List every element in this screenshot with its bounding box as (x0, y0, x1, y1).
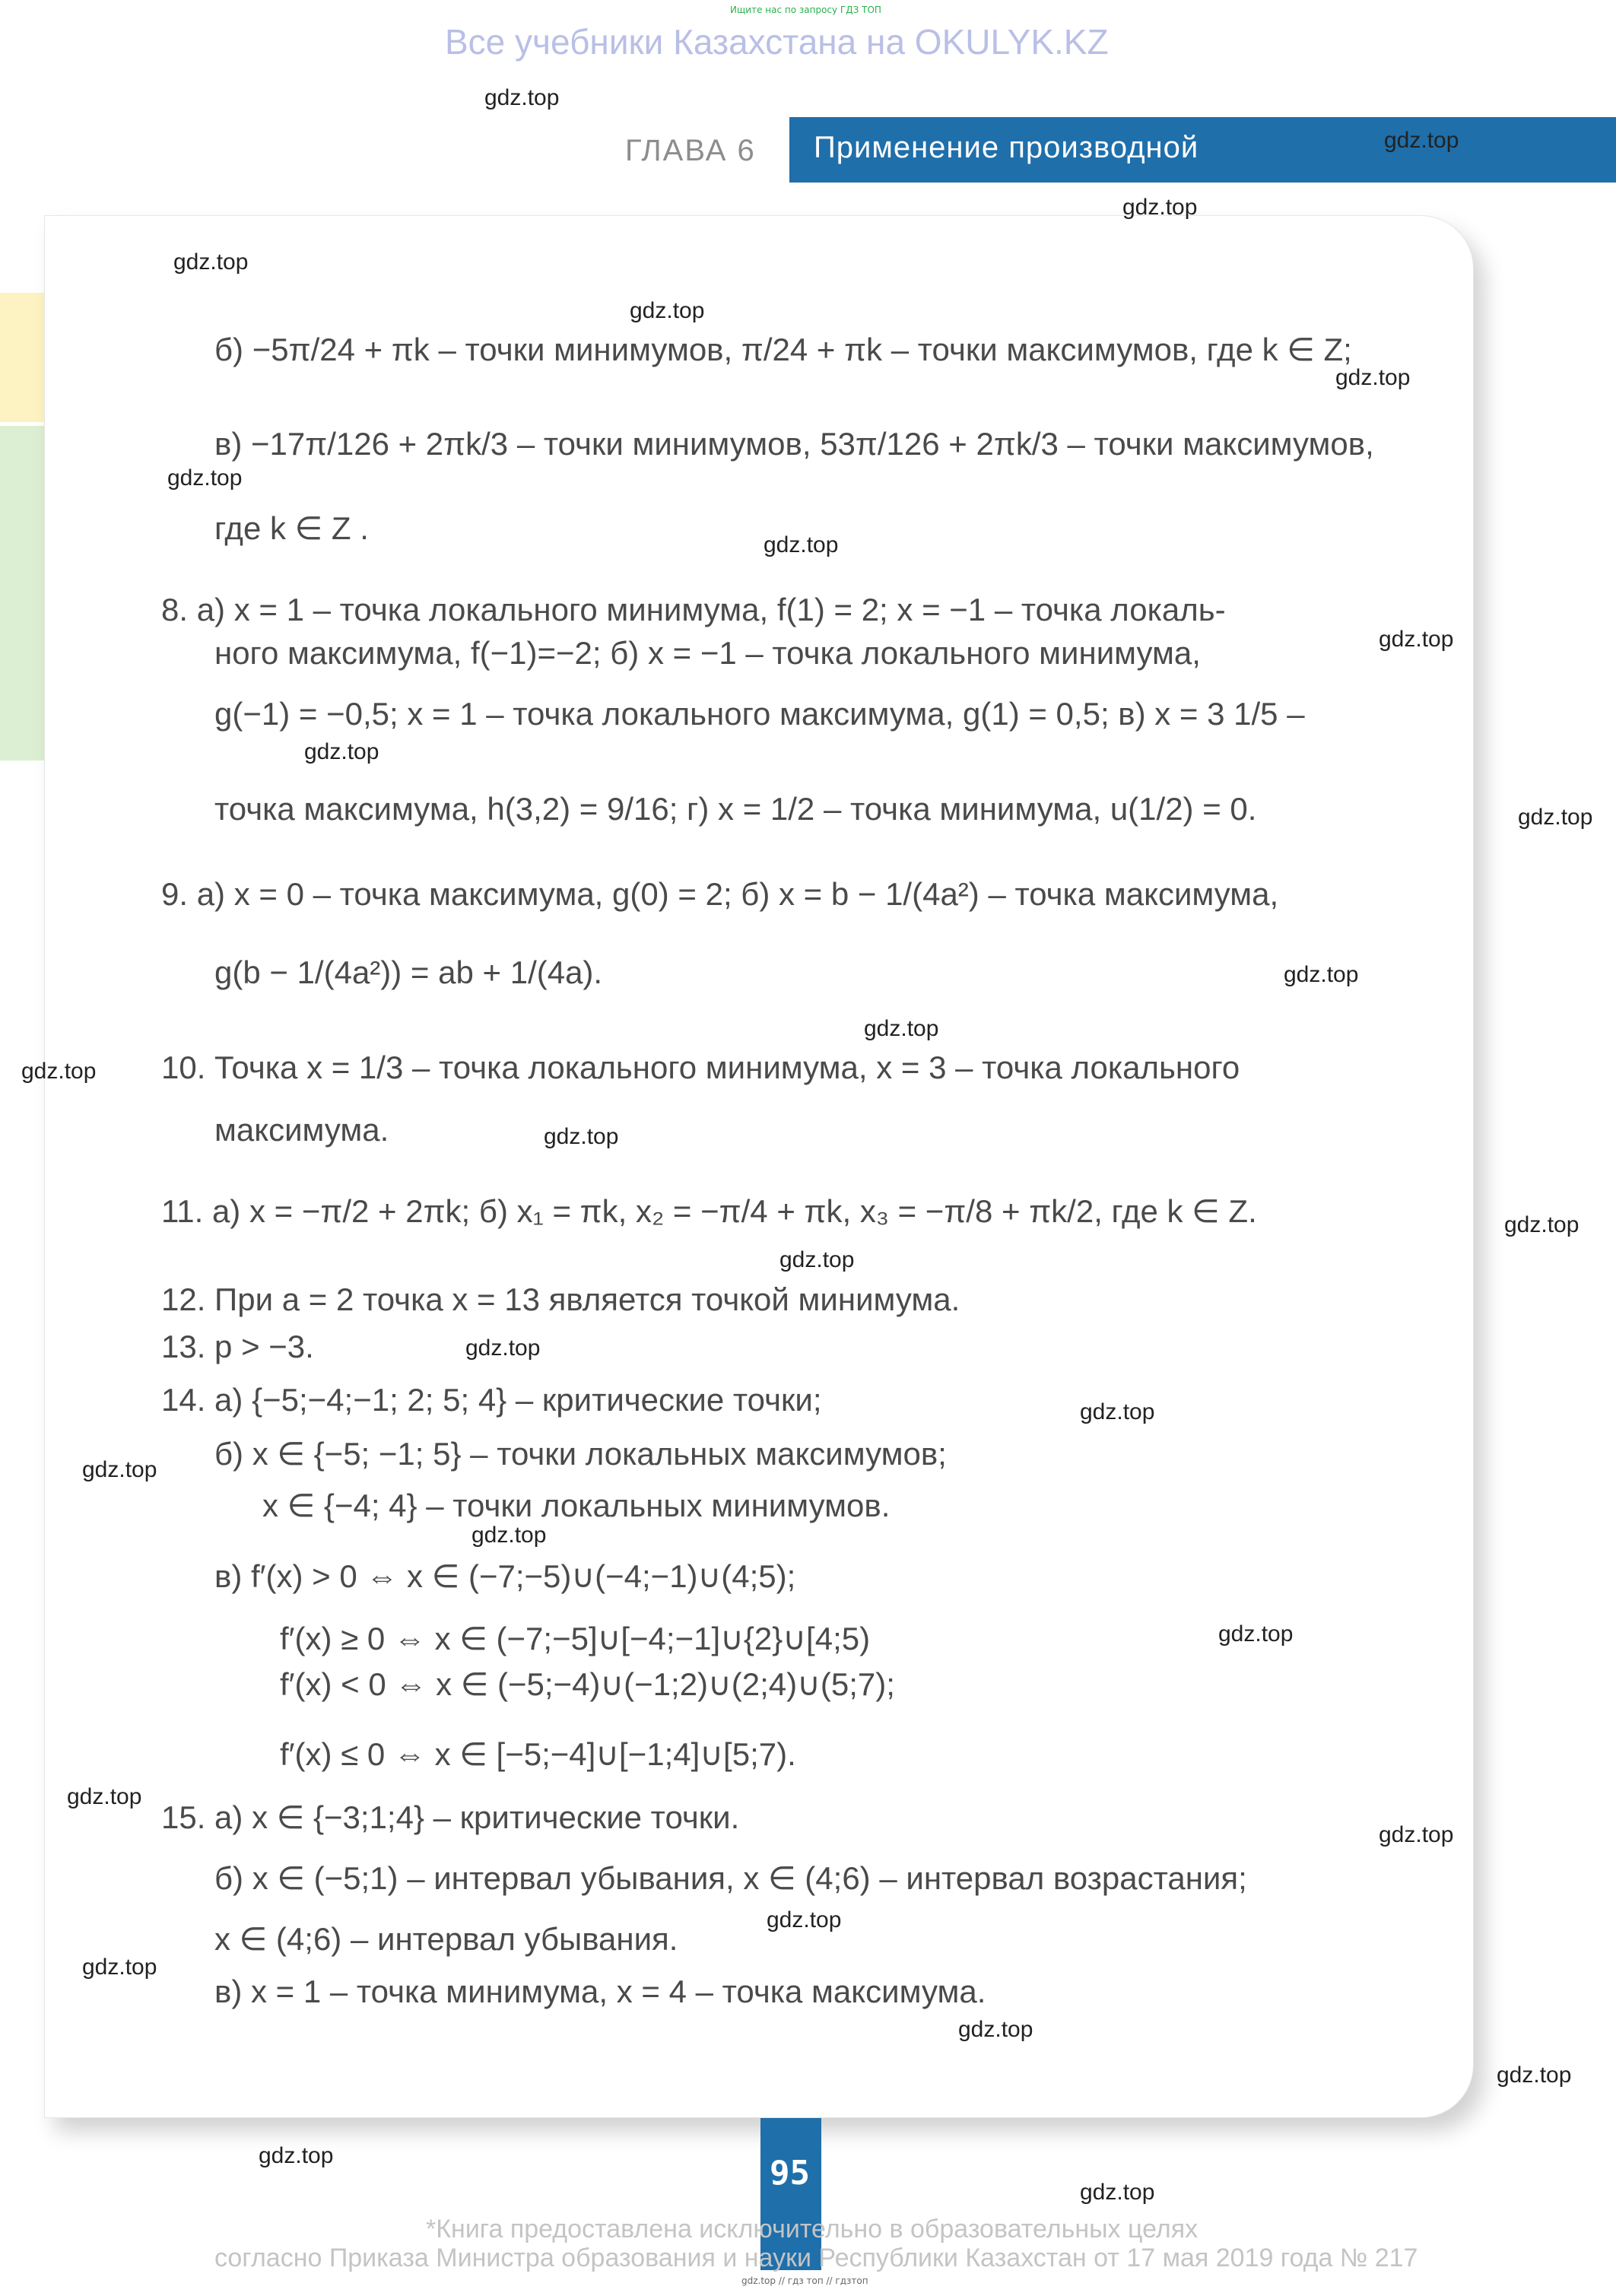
watermark: gdz.top (167, 465, 243, 491)
answer-line: в) −17π/126 + 2πk/3 – точки минимумов, 53π/126 + 2πk/3 – точки максимумов, (214, 426, 1374, 462)
watermark: gdz.top (958, 2017, 1033, 2042)
watermark: gdz.top (82, 1955, 157, 1980)
answer-line: 11. а) x = −π/2 + 2πk; б) x₁ = πk, x₂ = −π/4 + πk, x₃ = −π/8 + πk/2, где k ∈ Z. (161, 1193, 1257, 1229)
chapter-title: Применение производной (814, 131, 1199, 164)
watermark: gdz.top (173, 249, 249, 275)
answer-line: где k ∈ Z . (214, 510, 369, 546)
answer-line: f′(x) < 0 ⇔ x ∈ (−5;−4)∪(−1;2)∪(2;4)∪(5;7); (280, 1666, 895, 1702)
watermark: gdz.top (259, 2143, 334, 2168)
answer-line: точка максимума, h(3,2) = 9/16; г) x = 1/2 – точка минимума, u(1/2) = 0. (214, 791, 1257, 827)
answer-line: 14. а) {−5;−4;−1; 2; 5; 4} – критические точки; (161, 1382, 822, 1418)
watermark: gdz.top (1218, 1621, 1294, 1647)
answer-line: 10. Точка x = 1/3 – точка локального минимума, x = 3 – точка локального (161, 1050, 1240, 1085)
watermark: gdz.top (1497, 2063, 1572, 2088)
site-title: Все учебники Казахстана на OKULYK.KZ (445, 22, 1109, 62)
answer-line: в) f′(x) > 0 ⇔ x ∈ (−7;−5)∪(−4;−1)∪(4;5); (214, 1558, 796, 1594)
watermark: gdz.top (1122, 195, 1198, 220)
watermark: gdz.top (1335, 365, 1411, 390)
watermark: gdz.top (1080, 1399, 1155, 1424)
watermark: gdz.top (864, 1016, 939, 1041)
footer-line-1: *Книга предоставлена исключительно в образовательных целях (426, 2215, 1199, 2244)
answer-line: 8. а) x = 1 – точка локального минимума, f(1) = 2; x = −1 – точка локаль- (161, 592, 1226, 627)
watermark: gdz.top (304, 739, 379, 764)
footer-line-2: согласно Приказа Министра образования и науки Республики Казахстан от 17 мая 2019 года № 217 (214, 2244, 1418, 2272)
watermark: gdz.top (465, 1335, 541, 1361)
watermark: gdz.top (82, 1457, 157, 1482)
watermark: gdz.top (1504, 1212, 1579, 1237)
answer-line: 15. а) x ∈ {−3;1;4} – критические точки. (161, 1799, 740, 1835)
watermark: gdz.top (471, 1523, 547, 1548)
answer-line: x ∈ (4;6) – интервал убывания. (214, 1921, 678, 1957)
side-stripe-yellow (0, 293, 44, 422)
side-stripe-green (0, 426, 44, 761)
answer-line: ного максимума, f(−1)=−2; б) x = −1 – точка локального минимума, (214, 635, 1201, 671)
watermark: gdz.top (1379, 627, 1454, 652)
answer-line: f′(x) ≥ 0 ⇔ x ∈ (−7;−5]∪[−4;−1]∪{2}∪[4;5) (280, 1621, 871, 1656)
answer-line: f′(x) ≤ 0 ⇔ x ∈ [−5;−4]∪[−1;4]∪[5;7). (280, 1736, 796, 1772)
watermark: gdz.top (1379, 1822, 1454, 1847)
bottom-hint: gdz.top // гдз топ // гдзтоп (741, 2275, 868, 2286)
watermark: gdz.top (764, 532, 839, 557)
watermark: gdz.top (544, 1124, 619, 1149)
watermark: gdz.top (21, 1059, 97, 1084)
watermark: gdz.top (484, 85, 560, 110)
answer-line: 9. а) x = 0 – точка максимума, g(0) = 2; б) x = b − 1/(4a²) – точка максимума, (161, 876, 1279, 912)
answer-line: б) x ∈ {−5; −1; 5} – точки локальных максимумов; (214, 1436, 947, 1472)
answer-line: б) −5π/24 + πk – точки минимумов, π/24 + πk – точки максимумов, где k ∈ Z; (214, 332, 1352, 367)
watermark: gdz.top (1384, 128, 1459, 153)
answer-line: g(−1) = −0,5; x = 1 – точка локального максимума, g(1) = 0,5; в) x = 3 1/5 – (214, 696, 1305, 732)
answer-line: x ∈ {−4; 4} – точки локальных минимумов. (262, 1488, 891, 1523)
watermark: gdz.top (630, 298, 705, 323)
chapter-label: ГЛАВА 6 (625, 134, 756, 167)
answer-line: максимума. (214, 1112, 389, 1148)
watermark: gdz.top (767, 1907, 842, 1932)
answer-line: б) x ∈ (−5;1) – интервал убывания, x ∈ (4;6) – интервал возрастания; (214, 1860, 1247, 1896)
watermark: gdz.top (1518, 805, 1593, 830)
search-hint: Ищите нас по запросу ГДЗ ТОП (730, 5, 881, 15)
watermark: gdz.top (779, 1247, 855, 1272)
watermark: gdz.top (1284, 962, 1359, 987)
watermark: gdz.top (67, 1784, 142, 1809)
page-number: 95 (770, 2154, 810, 2193)
watermark: gdz.top (1080, 2180, 1155, 2205)
answer-line: g(b − 1/(4a²)) = ab + 1/(4a). (214, 954, 603, 990)
answer-line: 12. При a = 2 точка x = 13 является точкой минимума. (161, 1281, 960, 1317)
answer-line: 13. p > −3. (161, 1329, 314, 1364)
answer-line: в) x = 1 – точка минимума, x = 4 – точка максимума. (214, 1974, 986, 2009)
